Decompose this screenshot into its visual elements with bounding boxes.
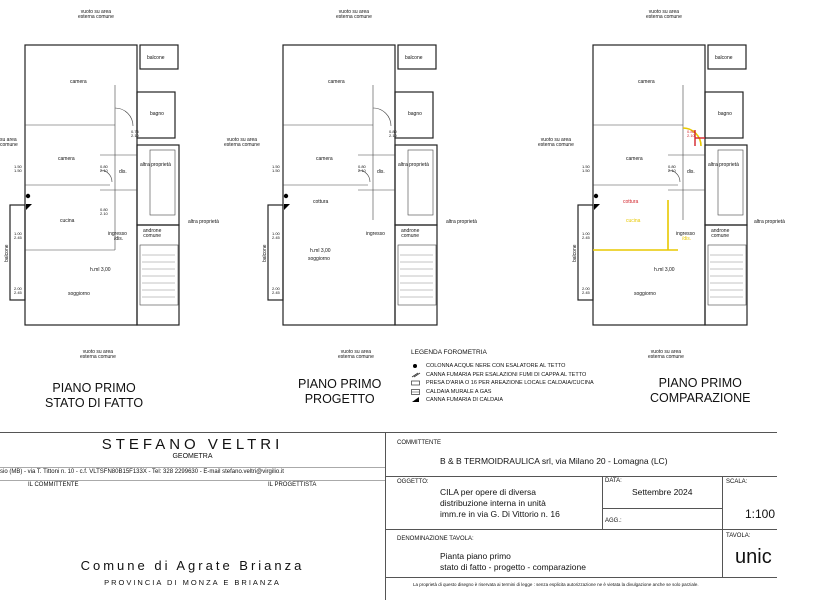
dim-label: 0.80 2.10 [389,129,397,138]
room-androne: androne comune [401,228,420,239]
left-note: vuoto su area esterna comune [224,137,260,148]
bottom-note: vuoto su area esterna comune [338,349,374,360]
dim-label: 1.00 2.45 [272,231,280,240]
dim-label: 1.50 1.50 [272,164,280,173]
dim-label: 2.00 2.45 [582,286,590,295]
room-bagno: bagno [718,111,732,117]
legend-item: COLONNA ACQUE NERE CON ESALATORE AL TETTO [411,362,594,371]
dim-label: 0.80 2.10 [100,207,108,216]
data-value: Settembre 2024 [632,487,693,497]
dim-label: 0.80 2.10 [100,164,108,173]
room-camera: camera [328,79,345,85]
flue-icon [411,372,421,378]
plan-title: PIANO PRIMO COMPARAZIONE [650,376,751,405]
room-bagno: bagno [150,111,164,117]
oggetto-value: CILA per opere di diversa distribuzione interna in unità imm.re in via G. Di Vittorio n. 16 [440,487,560,519]
room-cucina: cucina [60,218,75,224]
room-dis: dis. [119,169,127,175]
top-note: vuoto su area esterna comune [336,9,372,20]
legend-item: CALDAIA MURALE A GAS [411,388,594,397]
room-balcone: balcone [147,55,165,61]
room-ingresso: ingresso /dis. [108,231,127,242]
dim-label: 0.75 2.10 [131,129,139,138]
comune-name: Comune di Agrate Brianza [80,558,305,573]
room-balcone-side: balcone [262,244,268,262]
room-androne: androne comune [143,228,162,239]
height-note: h.ml 3,00 [654,267,675,273]
room-balcone-side: balcone [572,244,578,262]
room-soggiorno: soggiorno [308,256,330,262]
copyright-footer: La proprietà di questo disegno è riservata ai termini di legge : senza esplicita autorizzazione ne è vietata la divulgazione anche se solo parziale. [413,582,699,587]
room-ingresso: ingresso /dis. [676,231,695,242]
room-cucina: cucina [626,218,641,224]
committente-value: B & B TERMOIDRAULICA srl, via Milano 20 - Lomagna (LC) [440,456,668,466]
dim-label: 0.80 2.10 [358,164,366,173]
room-bagno: bagno [408,111,422,117]
triangle-icon [411,397,421,403]
left-note: vuoto su area esterna comune [538,137,574,148]
room-camera: camera [70,79,87,85]
designer-role: GEOMETRA [172,453,213,460]
altra-proprieta-2: altra proprietà [754,219,785,225]
plan-title: PIANO PRIMO STATO DI FATTO [45,381,144,410]
plan-stato-di-fatto [0,0,260,430]
top-note: vuoto su area esterna comune [646,9,682,20]
legend [411,350,594,405]
progettista-label: IL PROGETTISTA [268,482,317,488]
legend-item: PRESA D'ARIA O 16 PER AREAZIONE LOCALE CALDAIA/CUCINA [411,379,594,388]
dot-icon [411,363,421,369]
room-camera-2: camera [626,156,643,162]
data-header: DATA: [605,478,622,484]
room-androne: androne comune [711,228,730,239]
room-balcone: balcone [405,55,423,61]
height-note: h.ml 3,00 [90,267,111,273]
agg-header: AGG.: [605,518,622,524]
room-balcone: balcone [715,55,733,61]
height-note: h.ml 3,00 [310,248,331,254]
dim-label: 1.50 1.50 [582,164,590,173]
plan-title: PIANO PRIMO PROGETTO [298,377,382,406]
legend-item: CANNA FUMARIA PER ESALAZIONI FUMI DI CAPPA AL TETTO [411,371,594,380]
committente-header: COMMITTENTE [397,440,441,446]
plan-comparazione [538,0,828,430]
denominazione-value: Pianta piano primo stato di fatto - progetto - comparazione [440,551,586,572]
oggetto-header: OGGETTO: [397,479,429,485]
dim-label: 0.80 2.10 [668,164,676,173]
title-block [0,432,777,600]
committente-label: IL COMMITTENTE [28,482,79,488]
room-camera-2: camera [58,156,75,162]
altra-proprieta-2: altra proprietà [188,219,219,225]
boiler-icon [411,389,421,395]
bottom-note: vuoto su area esterna comune [80,349,116,360]
altra-proprieta-2: altra proprietà [446,219,477,225]
legend-item: CANNA FUMARIA DI CALDAIA [411,396,594,405]
room-dis: dis. [377,169,385,175]
top-note: vuoto su area esterna comune [78,9,114,20]
tavola-value: unic [735,546,772,568]
room-camera-2: camera [316,156,333,162]
provincia-name: PROVINCIA DI MONZA E BRIANZA [104,578,281,587]
room-soggiorno: soggiorno [634,291,656,297]
designer-address: sio (MB) - via T. Tittoni n. 10 - c.f. VLTSFN80B15F133X - Tel: 328 2299630 - E-mail stefano.veltri@virgilio.it [0,469,284,475]
tavola-header: TAVOLA: [726,533,751,539]
dim-label: 1.00 2.45 [14,231,22,240]
left-note: su area comune [0,137,18,148]
legend-title: LEGENDA FOROMETRIA [411,349,487,356]
room-cottura: cottura [623,199,639,205]
denominazione-header: DENOMINAZIONE TAVOLA: [397,536,474,542]
altra-proprieta: altra proprietà [398,162,429,168]
dim-label: 0.80 2.10 [687,129,695,138]
scala-header: SCALA: [726,479,748,485]
scala-value: 1:100 [745,507,776,521]
dim-label: 1.50 1.50 [14,164,22,173]
floor-plan-drawing-1 [0,0,260,430]
dim-label: 2.00 2.45 [272,286,280,295]
vent-icon [411,380,421,386]
room-soggiorno: soggiorno [68,291,90,297]
dim-label: 2.00 2.45 [14,286,22,295]
designer-name: STEFANO VELTRI [101,436,284,453]
room-balcone-side: balcone [4,244,10,262]
room-camera: camera [638,79,655,85]
altra-proprieta: altra proprietà [140,162,171,168]
bottom-note: vuoto su area esterna comune [648,349,684,360]
altra-proprieta: altra proprietà [708,162,739,168]
dim-label: 1.00 2.45 [582,231,590,240]
room-dis: dis. [687,169,695,175]
room-cottura: cottura [313,199,329,205]
floor-plan-drawing-3 [568,0,778,430]
room-ingresso: ingresso [366,231,385,237]
